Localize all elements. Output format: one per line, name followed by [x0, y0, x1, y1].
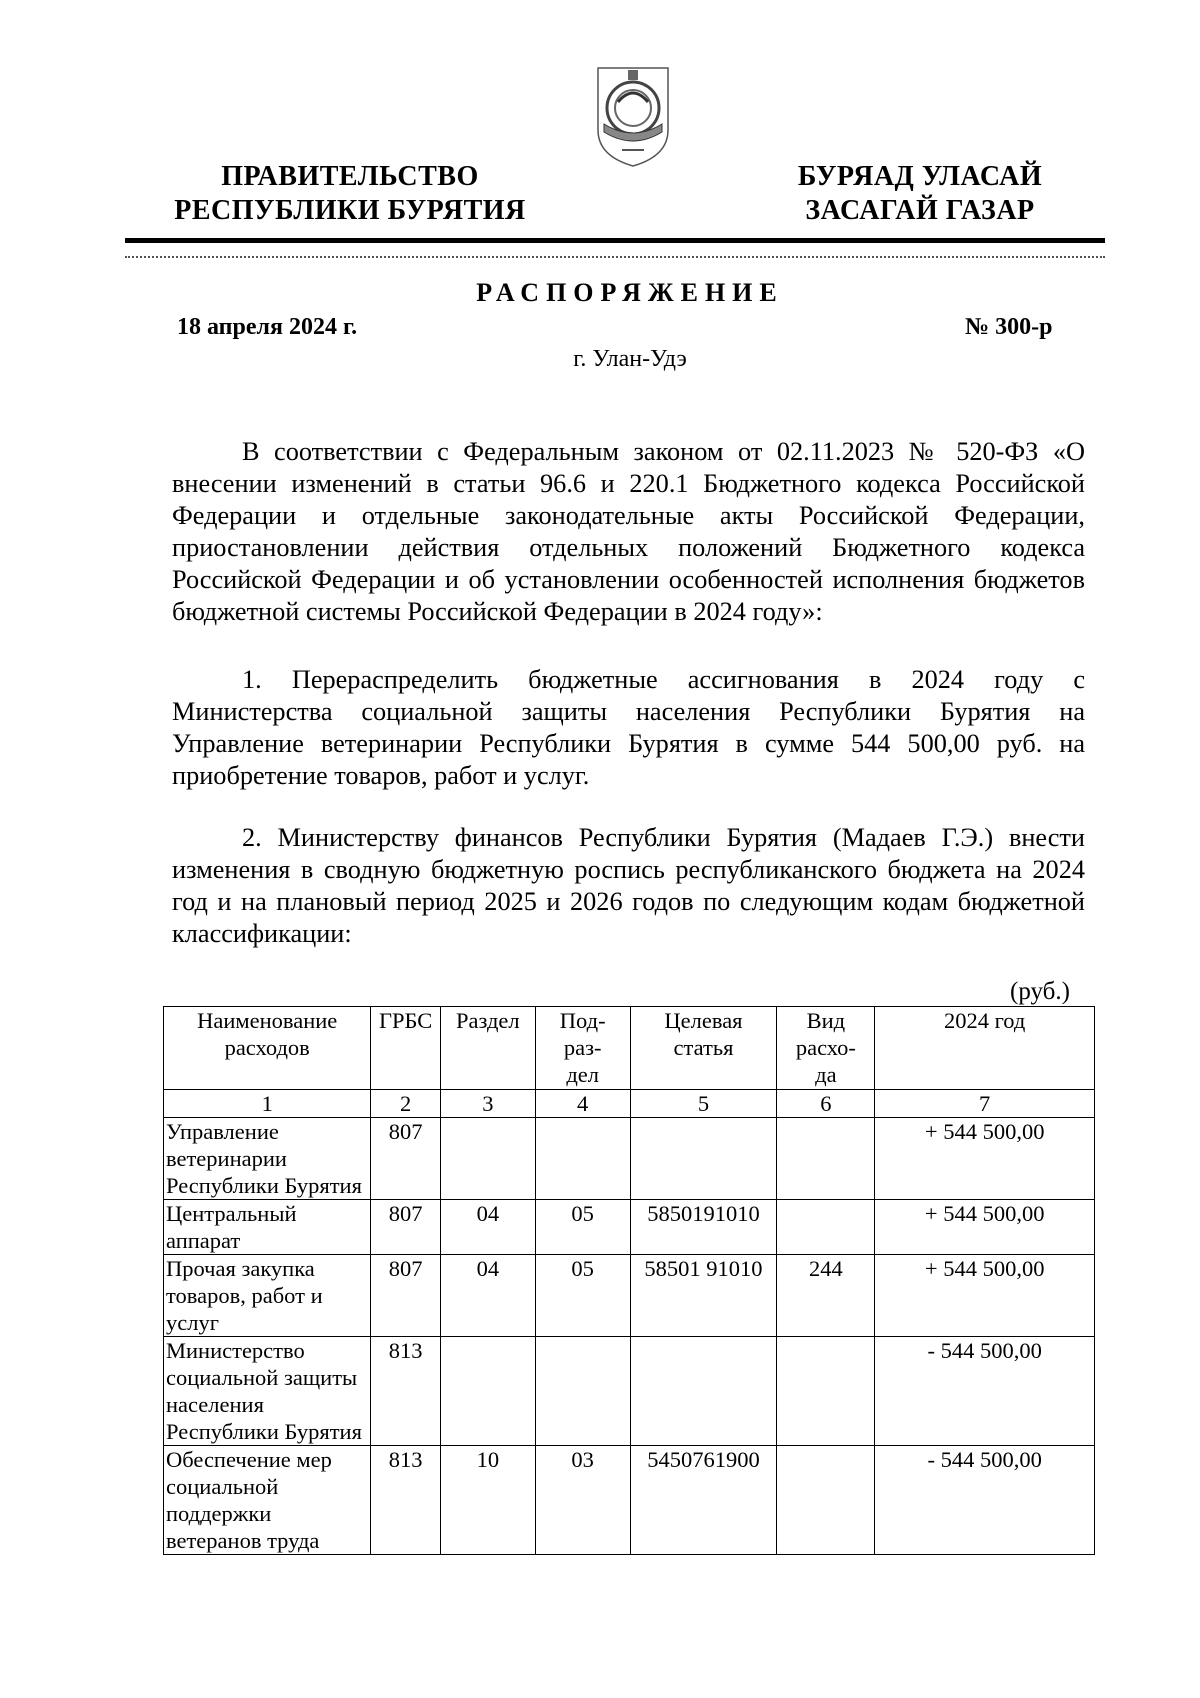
row-podrazdel: 03 [535, 1446, 630, 1555]
row-amount: - 544 500,00 [875, 1337, 1095, 1446]
table-row [164, 1255, 1095, 1337]
row-razdel: 10 [440, 1446, 535, 1555]
row-vr [777, 1446, 875, 1555]
column-number-row [164, 1090, 1095, 1118]
row-grbs: 813 [371, 1446, 441, 1555]
row-razdel: 04 [440, 1200, 535, 1255]
row-amount: + 544 500,00 [875, 1118, 1095, 1200]
item-2-paragraph [172, 822, 1085, 950]
row-csr: 58501 91010 [630, 1255, 777, 1337]
table-header-row [164, 1007, 1095, 1090]
row-csr [630, 1337, 777, 1446]
col-header-podrazdel: Под-раз-дел [535, 1007, 630, 1090]
row-amount: + 544 500,00 [875, 1255, 1095, 1337]
col-number: 6 [777, 1090, 875, 1118]
document-number: № 300-р [965, 314, 1053, 340]
item-1-text: 1. Перераспределить бюджетные ассигнования в 2024 году с Министерства социальной защиты населения Республики Бурятия на Управление ветеринарии Республики Бурятия в сумме 544 500,00 руб. на приобретение товаров, работ и услуг. [172, 665, 1085, 790]
row-grbs: 807 [371, 1200, 441, 1255]
header-divider-thick [125, 238, 1105, 243]
document-title: РАСПОРЯЖЕНИЕ [476, 278, 784, 307]
col-number: 3 [440, 1090, 535, 1118]
table-row [164, 1118, 1095, 1200]
row-razdel: 04 [440, 1255, 535, 1337]
row-vr: 244 [777, 1255, 875, 1337]
row-name: Обеспечение мер социальной поддержки ветеранов труда [164, 1446, 371, 1555]
table-unit-label: (руб.) [1010, 978, 1070, 1005]
intro-paragraph [172, 436, 1085, 628]
header-right [770, 160, 1070, 228]
table-row [164, 1446, 1095, 1555]
row-amount: - 544 500,00 [875, 1446, 1095, 1555]
row-podrazdel [535, 1118, 630, 1200]
row-amount: + 544 500,00 [875, 1200, 1095, 1255]
col-number: 1 [164, 1090, 371, 1118]
col-header-name: Наименование расходов [164, 1007, 371, 1090]
budget-table [163, 1006, 1095, 1555]
table-row [164, 1200, 1095, 1255]
col-header-vr: Вид расхо-да [777, 1007, 875, 1090]
item-1-paragraph [172, 664, 1085, 792]
row-vr [777, 1118, 875, 1200]
header-left-line1: ПРАВИТЕЛЬСТВО [221, 161, 479, 192]
row-name: Прочая закупка товаров, работ и услуг [164, 1255, 371, 1337]
row-csr: 5450761900 [630, 1446, 777, 1555]
row-csr [630, 1118, 777, 1200]
document-city: г. Улан-Удэ [573, 346, 687, 372]
row-podrazdel: 05 [535, 1255, 630, 1337]
row-vr [777, 1200, 875, 1255]
header-left [160, 160, 540, 228]
row-name: Министерство социальной защиты населения Республики Бурятия [164, 1337, 371, 1446]
col-number: 2 [371, 1090, 441, 1118]
header-divider-dotted [125, 256, 1105, 258]
row-grbs: 807 [371, 1255, 441, 1337]
row-csr: 5850191010 [630, 1200, 777, 1255]
item-2-text: 2. Министерству финансов Республики Бурятия (Мадаев Г.Э.) внести изменения в сводную бюджетную роспись республиканского бюджета на 2024 год и на плановый период 2025 и 2026 годов по следующим кодам бюджетной классификации: [172, 823, 1085, 948]
col-header-grbs: ГРБС [371, 1007, 441, 1090]
row-grbs: 807 [371, 1118, 441, 1200]
header-right-line2: ЗАСАГАЙ ГАЗАР [805, 195, 1035, 226]
coat-of-arms-emblem [592, 58, 674, 170]
col-number: 4 [535, 1090, 630, 1118]
table-row [164, 1337, 1095, 1446]
row-name: Центральный аппарат [164, 1200, 371, 1255]
col-number: 7 [875, 1090, 1095, 1118]
col-header-csr: Целевая статья [630, 1007, 777, 1090]
row-podrazdel [535, 1337, 630, 1446]
col-header-year: 2024 год [875, 1007, 1095, 1090]
header-right-line1: БУРЯАД УЛАСАЙ [797, 161, 1043, 192]
row-name: Управление ветеринарии Республики Бурятия [164, 1118, 371, 1200]
row-grbs: 813 [371, 1337, 441, 1446]
row-vr [777, 1337, 875, 1446]
row-razdel [440, 1337, 535, 1446]
col-header-razdel: Раздел [440, 1007, 535, 1090]
col-number: 5 [630, 1090, 777, 1118]
intro-text: В соответствии с Федеральным законом от 02.11.2023 № 520-ФЗ «О внесении изменений в статьи 96.6 и 220.1 Бюджетного кодекса Российской Федерации и отдельные законодательные акты Российской Федерации, приостановлении действия отдельных положений Бюджетного кодекса Российской Федерации и об установлении особенностей исполнения бюджетов бюджетной системы Российской Федерации в 2024 году»: [172, 437, 1085, 626]
row-razdel [440, 1118, 535, 1200]
row-podrazdel: 05 [535, 1200, 630, 1255]
document-date: 18 апреля 2024 г. [177, 314, 358, 340]
header-left-line2: РЕСПУБЛИКИ БУРЯТИЯ [174, 195, 526, 226]
